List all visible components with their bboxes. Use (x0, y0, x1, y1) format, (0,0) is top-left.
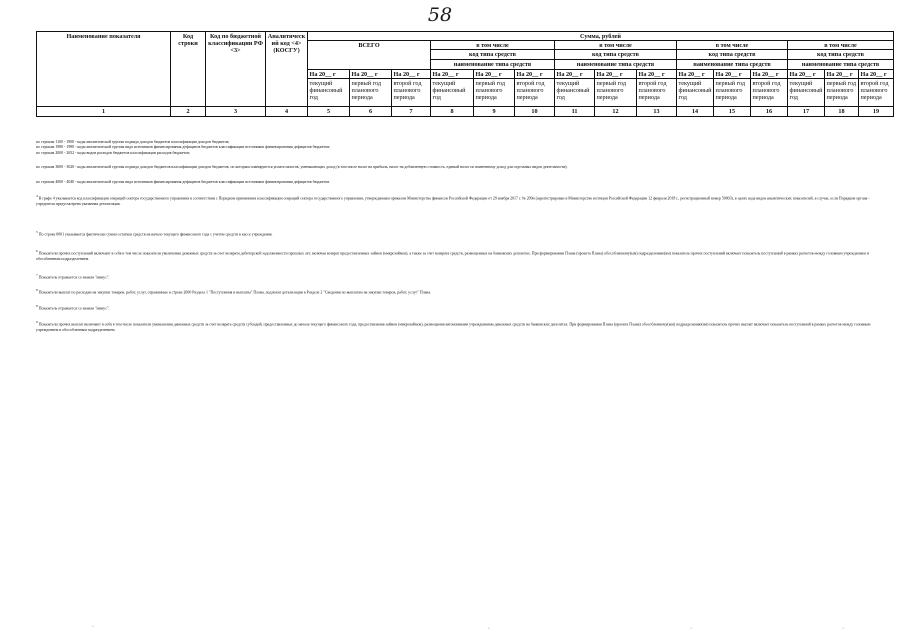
footnote (36, 288, 884, 296)
column-number: 17 (788, 107, 825, 116)
header-fund-code: код типа средств (555, 50, 677, 60)
header-year: На 20__ г (555, 70, 595, 79)
column-number: 19 (859, 107, 894, 116)
header-year: На 20__ г (595, 70, 637, 79)
header-period: первый год планового периода (714, 79, 751, 107)
footnote-mark: 7 (36, 272, 38, 277)
column-number: 5 (308, 107, 350, 116)
header-period: второй год планового периода (859, 79, 894, 107)
column-number: 15 (714, 107, 751, 116)
header-period: второй год планового периода (392, 79, 431, 107)
header-budget-code: Код по бюджетной классификации РФ <3> (206, 32, 266, 107)
header-year: На 20__ г (392, 70, 431, 79)
header-row-code: Код строки (171, 32, 206, 107)
footnote-mark: 5 (36, 229, 38, 234)
column-number: 3 (206, 107, 266, 116)
header-year: На 20__ г (714, 70, 751, 79)
header-year: На 20__ г (859, 70, 894, 79)
header-period: второй год планового периода (515, 79, 555, 107)
header-total: ВСЕГО (308, 41, 431, 70)
footnote (36, 194, 884, 207)
header-year: На 20__ г (788, 70, 825, 79)
footnote-text: Показатель отражается со знаком "минус". (38, 306, 110, 311)
footnote-mark: 8 (36, 304, 38, 309)
header-fund-code: код типа средств (431, 50, 555, 60)
footnote-text: В графе 4 указывается код классификации операций сектора государственного управления в соответствии с Порядком применения классификации операций сектора государственного управления, утвержденным приказом Министерства финансов Российской Федерации от 29 ноября 2017 г. № 209н (зарегистрирован в Министерстве юстиции Российской Федерации 12 февраля 2018 г., регистрационный номер 50003), в целях кода видов аналитических показателей, в случае, если Порядком органа - учредителя предусмотрена указанная детализация. (36, 196, 870, 207)
header-including: в том числе (431, 41, 555, 50)
footnote-text: Показатели выплат по расходам на закупки товаров, работ, услуг, отраженные в строке 2600 Раздела 1 "Поступления и выплаты" Плана, подлежат детализации в Разделе 2 "Сведения по выплатам на закупки товаров, работ, услуг" Плана. (38, 290, 432, 295)
header-period: текущий финансовый год (788, 79, 825, 107)
footnote-mark: 4 (36, 194, 38, 199)
scan-speck: · (842, 626, 844, 632)
header-year: На 20__ г (350, 70, 392, 79)
header-year: На 20__ г (677, 70, 714, 79)
footnote-mark: 9 (36, 319, 38, 324)
column-number: 13 (637, 107, 677, 116)
footnote (36, 249, 884, 262)
header-period: первый год планового периода (825, 79, 859, 107)
header-period: текущий финансовый год (555, 79, 595, 107)
header-name: Наименование показателя (37, 32, 171, 107)
column-number: 14 (677, 107, 714, 116)
scan-speck: · (92, 624, 94, 630)
footnote-mark: 6 (36, 249, 38, 254)
header-year: На 20__ г (751, 70, 788, 79)
footnote: по строкам 2000 - 2652 - коды видов расходов бюджетов классификации расходов бюджетов; (36, 150, 191, 155)
footnote: по строкам 1980 - 1990 - коды аналитической группы вида источников финансирования дефицитов бюджетов классификации источников финансирования дефицитов бюджетов; (36, 145, 331, 150)
header-fund-name: наименование типа средств (788, 60, 894, 70)
header-including: в том числе (677, 41, 788, 50)
header-period: текущий финансовый год (308, 79, 350, 107)
header-sum: Сумма, рублей (308, 32, 894, 41)
footnote-text: Показатель отражается со знаком "минус". (38, 274, 110, 279)
column-number: 12 (595, 107, 637, 116)
footnote-text: По строке 0001 указывается фактически сумма остатков средств на начало текущего финансового года с учетом средств в кассе учреждения. (38, 231, 273, 236)
header-year: На 20__ г (431, 70, 474, 79)
footnote: по строкам 3000 - 3020 - коды аналитической группы подвида доходов бюджетов классификации доходов бюджетов, по которым планируются уплата налогов, уменьшающих доход (в том числе налог на прибыль, налог на добавленную стоимость, единый налог по вмененному доход для отдельных видов деятельности); (36, 165, 568, 170)
header-fund-name: наименование типа средств (677, 60, 788, 70)
column-number: 4 (266, 107, 308, 116)
footnotes (36, 140, 884, 333)
header-analytic-code: Аналитический код <4> (КОСГУ) (266, 32, 308, 107)
header-year: На 20__ г (474, 70, 515, 79)
column-number: 10 (515, 107, 555, 116)
header-year: На 20__ г (637, 70, 677, 79)
scan-speck: · (690, 626, 692, 632)
footnote: по строкам 4000 - 4040 - коды аналитической группы вида источников финансирования дефицитов бюджетов классификации источников финансирования дефицитов бюджетов. (36, 179, 331, 184)
footnote-text: Показатели прочих выплат включают в себя в том числе показатели уменьшения денежных средств за счет возврата средств субсидий, предоставленных до начала текущего финансового года, предоставления займов (микрозаймов), размещения автономными учреждениями денежных средств на банковских депозитах. При формировании Плана (проекта Плана) обособленному(ым) подразделению(ям) показатель прочих выплат включает показатель поступлений в рамках расчетов между головным учреждением и обособленным подразделением. (36, 322, 871, 332)
footnote (36, 304, 884, 312)
footnote (36, 230, 884, 238)
header-year: На 20__ г (308, 70, 350, 79)
footnote: по строкам 1100 - 1900 - коды аналитической группы подвида доходов бюджетов классификации доходов бюджетов; (36, 140, 230, 144)
column-number: 1 (37, 107, 171, 116)
column-number: 16 (751, 107, 788, 116)
header-year: На 20__ г (825, 70, 859, 79)
header-period: первый год планового периода (350, 79, 392, 107)
header-period: второй год планового периода (637, 79, 677, 107)
header-including: в том числе (788, 41, 894, 50)
column-number: 6 (350, 107, 392, 116)
header-fund-code: код типа средств (677, 50, 788, 60)
column-number: 11 (555, 107, 595, 116)
header-year: На 20__ г (515, 70, 555, 79)
column-number: 18 (825, 107, 859, 116)
footnote (36, 273, 884, 281)
footnote (36, 320, 884, 333)
header-period: текущий финансовый год (677, 79, 714, 107)
column-number: 9 (474, 107, 515, 116)
header-including: в том числе (555, 41, 677, 50)
column-number: 8 (431, 107, 474, 116)
scan-speck: · (488, 626, 490, 632)
footnote-text: Показатели прочих поступлений включают в себя в том числе показатели увеличения денежных средств за счет возврата дебиторской задолженности прошлых лет, включая возврат предоставленных займов (микрозаймов), а также за счет возврата средств, размещенных на банковских депозитах. При формировании Плана (проекта Плана) обособленному(ым) подразделению(ям) показатель прочих поступлений включает показатель поступлений в рамках расчетов между головным учреждением и обособленным подразделением. (36, 251, 869, 262)
header-period: первый год планового периода (595, 79, 637, 107)
header-fund-code: код типа средств (788, 50, 894, 60)
header-period: текущий финансовый год (431, 79, 474, 107)
footnote-mark: 8 (36, 288, 38, 293)
header-fund-name: наименование типа средств (555, 60, 677, 70)
header-period: первый год планового периода (474, 79, 515, 107)
column-number: 2 (171, 107, 206, 116)
column-number: 7 (392, 107, 431, 116)
header-period: второй год планового периода (751, 79, 788, 107)
budget-table (36, 31, 894, 117)
header-fund-name: наименование типа средств (431, 60, 555, 70)
page-number: 58 (427, 4, 453, 26)
